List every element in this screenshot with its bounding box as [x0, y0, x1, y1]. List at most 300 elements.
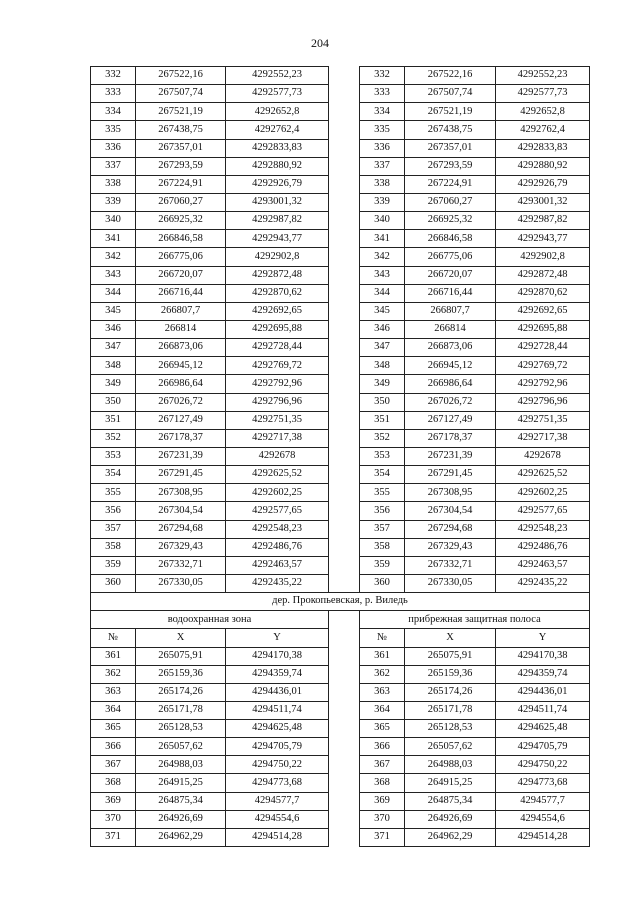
- x-coordinate: 267294,68: [136, 520, 226, 538]
- y-coordinate: 4292577,73: [496, 85, 590, 103]
- x-coordinate: 266814: [136, 320, 226, 338]
- column-gap: [329, 411, 360, 429]
- point-number: 354: [360, 466, 405, 484]
- table-row: [91, 157, 590, 175]
- y-coordinate: 4292902,8: [226, 248, 329, 266]
- point-number: 336: [360, 139, 405, 157]
- x-coordinate: 264962,29: [405, 828, 496, 846]
- x-coordinate: 264915,25: [136, 774, 226, 792]
- point-number: 349: [360, 375, 405, 393]
- y-coordinate: 4292552,23: [496, 67, 590, 85]
- column-gap: [329, 375, 360, 393]
- point-number: 370: [360, 810, 405, 828]
- column-gap: [329, 121, 360, 139]
- point-number: 369: [360, 792, 405, 810]
- point-number: 346: [91, 320, 136, 338]
- y-coordinate: 4292880,92: [496, 157, 590, 175]
- point-number: 347: [360, 339, 405, 357]
- column-gap: [329, 393, 360, 411]
- point-number: 351: [360, 411, 405, 429]
- point-number: 362: [360, 665, 405, 683]
- y-coordinate: 4294705,79: [496, 738, 590, 756]
- table-row: [91, 375, 590, 393]
- x-coordinate: 264915,25: [405, 774, 496, 792]
- point-number: 352: [360, 429, 405, 447]
- x-coordinate: 266986,64: [405, 375, 496, 393]
- table-row: [91, 556, 590, 574]
- y-coordinate: 4292751,35: [226, 411, 329, 429]
- column-gap: [329, 647, 360, 665]
- point-number: 355: [360, 484, 405, 502]
- point-number: 332: [360, 67, 405, 85]
- point-number: 351: [91, 411, 136, 429]
- point-number: 364: [360, 701, 405, 719]
- point-number: 354: [91, 466, 136, 484]
- point-number: 337: [91, 157, 136, 175]
- x-coordinate: 267329,43: [136, 538, 226, 556]
- x-coordinate: 267293,59: [405, 157, 496, 175]
- point-number: 371: [360, 828, 405, 846]
- x-coordinate: 267308,95: [136, 484, 226, 502]
- column-gap: [329, 574, 360, 592]
- point-number: 360: [91, 574, 136, 592]
- point-number: 357: [360, 520, 405, 538]
- y-coordinate: 4292769,72: [226, 357, 329, 375]
- column-gap: [329, 139, 360, 157]
- x-coordinate: 266775,06: [136, 248, 226, 266]
- point-number: 361: [360, 647, 405, 665]
- point-number: 355: [91, 484, 136, 502]
- x-coordinate: 267308,95: [405, 484, 496, 502]
- y-coordinate: 4292792,96: [226, 375, 329, 393]
- point-number: 365: [360, 720, 405, 738]
- y-coordinate: 4294773,68: [226, 774, 329, 792]
- x-coordinate: 265075,91: [136, 647, 226, 665]
- table-row: [91, 284, 590, 302]
- column-gap: [329, 320, 360, 338]
- point-number: 335: [91, 121, 136, 139]
- column-gap: [329, 792, 360, 810]
- table-row: [91, 212, 590, 230]
- x-coordinate: 264875,34: [405, 792, 496, 810]
- x-coordinate: 266873,06: [405, 339, 496, 357]
- y-coordinate: 4292926,79: [226, 175, 329, 193]
- y-coordinate: 4292728,44: [496, 339, 590, 357]
- table-row: [91, 266, 590, 284]
- table-row: [91, 484, 590, 502]
- point-number: 352: [91, 429, 136, 447]
- column-gap: [329, 284, 360, 302]
- point-number: 340: [360, 212, 405, 230]
- point-number: 366: [91, 738, 136, 756]
- y-coordinate: 4294773,68: [496, 774, 590, 792]
- point-number: 360: [360, 574, 405, 592]
- page-number: 204: [311, 36, 329, 50]
- x-coordinate: 267231,39: [405, 447, 496, 465]
- column-gap: [329, 357, 360, 375]
- y-coordinate: 4292692,65: [226, 302, 329, 320]
- y-coordinate: 4292463,57: [226, 556, 329, 574]
- column-gap: [329, 701, 360, 719]
- point-number: 370: [91, 810, 136, 828]
- table-row: [91, 738, 590, 756]
- x-coordinate: 267127,49: [405, 411, 496, 429]
- y-coordinate: 4294750,22: [226, 756, 329, 774]
- point-number: 368: [360, 774, 405, 792]
- y-coordinate: 4292602,25: [496, 484, 590, 502]
- table-row: [91, 756, 590, 774]
- column-gap: [329, 103, 360, 121]
- column-gap: [329, 538, 360, 556]
- column-gap: [329, 611, 360, 629]
- table-row: [91, 230, 590, 248]
- table-row: [91, 103, 590, 121]
- point-number: 334: [360, 103, 405, 121]
- x-coordinate: 266945,12: [405, 357, 496, 375]
- y-coordinate: 4294511,74: [226, 701, 329, 719]
- point-number: 336: [91, 139, 136, 157]
- column-gap: [329, 339, 360, 357]
- x-coordinate: 266814: [405, 320, 496, 338]
- y-coordinate: 4292870,62: [226, 284, 329, 302]
- x-coordinate: 264962,29: [136, 828, 226, 846]
- column-gap: [329, 720, 360, 738]
- point-number: 342: [91, 248, 136, 266]
- table-row: [91, 393, 590, 411]
- x-coordinate: 267127,49: [136, 411, 226, 429]
- y-coordinate: 4292943,77: [496, 230, 590, 248]
- table-row: [91, 302, 590, 320]
- column-header-y: Y: [496, 629, 590, 647]
- point-number: 363: [91, 683, 136, 701]
- y-coordinate: 4292717,38: [226, 429, 329, 447]
- point-number: 346: [360, 320, 405, 338]
- table-row: [91, 429, 590, 447]
- point-number: 367: [91, 756, 136, 774]
- y-coordinate: 4292943,77: [226, 230, 329, 248]
- x-coordinate: 264988,03: [405, 756, 496, 774]
- y-coordinate: 4292577,73: [226, 85, 329, 103]
- point-number: 362: [91, 665, 136, 683]
- table-row: [91, 339, 590, 357]
- table-row: [91, 810, 590, 828]
- point-number: 368: [91, 774, 136, 792]
- y-coordinate: 4292792,96: [496, 375, 590, 393]
- y-coordinate: 4294359,74: [496, 665, 590, 683]
- x-coordinate: 265159,36: [136, 665, 226, 683]
- right-section-header: прибрежная защитная полоса: [360, 611, 590, 629]
- x-coordinate: 267026,72: [405, 393, 496, 411]
- column-header-number: №: [91, 629, 136, 647]
- coordinates-table: [90, 66, 590, 847]
- table-row: [91, 320, 590, 338]
- point-number: 345: [360, 302, 405, 320]
- x-coordinate: 267304,54: [405, 502, 496, 520]
- x-coordinate: 266986,64: [136, 375, 226, 393]
- x-coordinate: 264926,69: [136, 810, 226, 828]
- y-coordinate: 4292870,62: [496, 284, 590, 302]
- y-coordinate: 4292796,96: [496, 393, 590, 411]
- point-number: 350: [360, 393, 405, 411]
- x-coordinate: 267507,74: [405, 85, 496, 103]
- y-coordinate: 4292902,8: [496, 248, 590, 266]
- point-number: 343: [91, 266, 136, 284]
- y-coordinate: 4292463,57: [496, 556, 590, 574]
- y-coordinate: 4292872,48: [226, 266, 329, 284]
- y-coordinate: 4292762,4: [226, 121, 329, 139]
- table-row: [91, 193, 590, 211]
- point-number: 353: [91, 447, 136, 465]
- column-gap: [329, 774, 360, 792]
- point-number: 356: [91, 502, 136, 520]
- y-coordinate: 4292678: [496, 447, 590, 465]
- y-coordinate: 4294625,48: [496, 720, 590, 738]
- point-number: 367: [360, 756, 405, 774]
- y-coordinate: 4294625,48: [226, 720, 329, 738]
- point-number: 344: [91, 284, 136, 302]
- table-row: [91, 248, 590, 266]
- x-coordinate: 265075,91: [405, 647, 496, 665]
- y-coordinate: 4294170,38: [496, 647, 590, 665]
- point-number: 339: [91, 193, 136, 211]
- x-coordinate: 266716,44: [405, 284, 496, 302]
- table-row: [91, 411, 590, 429]
- y-coordinate: 4292486,76: [496, 538, 590, 556]
- column-gap: [329, 828, 360, 846]
- y-coordinate: 4292678: [226, 447, 329, 465]
- y-coordinate: 4292833,83: [226, 139, 329, 157]
- x-coordinate: 267332,71: [136, 556, 226, 574]
- column-header-number: №: [360, 629, 405, 647]
- x-coordinate: 267329,43: [405, 538, 496, 556]
- point-number: 361: [91, 647, 136, 665]
- x-coordinate: 267224,91: [136, 175, 226, 193]
- column-gap: [329, 738, 360, 756]
- x-coordinate: 266720,07: [136, 266, 226, 284]
- y-coordinate: 4292762,4: [496, 121, 590, 139]
- column-gap: [329, 502, 360, 520]
- x-coordinate: 265174,26: [136, 683, 226, 701]
- column-gap: [329, 429, 360, 447]
- point-number: 357: [91, 520, 136, 538]
- section-header: [91, 593, 590, 647]
- point-number: 359: [91, 556, 136, 574]
- y-coordinate: 4292625,52: [226, 466, 329, 484]
- x-coordinate: 267178,37: [136, 429, 226, 447]
- x-coordinate: 266807,7: [405, 302, 496, 320]
- table-row: [91, 121, 590, 139]
- column-gap: [329, 266, 360, 284]
- column-gap: [329, 67, 360, 85]
- x-coordinate: 267357,01: [405, 139, 496, 157]
- table-row: [91, 683, 590, 701]
- y-coordinate: 4294705,79: [226, 738, 329, 756]
- point-number: 341: [360, 230, 405, 248]
- table-row: [91, 538, 590, 556]
- point-number: 349: [91, 375, 136, 393]
- table-row: [91, 175, 590, 193]
- point-number: 366: [360, 738, 405, 756]
- section-title: дер. Прокопьевская, р. Виледь: [91, 593, 590, 611]
- y-coordinate: 4292548,23: [496, 520, 590, 538]
- y-coordinate: 4294514,28: [496, 828, 590, 846]
- x-coordinate: 267231,39: [136, 447, 226, 465]
- column-header-x: X: [405, 629, 496, 647]
- x-coordinate: 266775,06: [405, 248, 496, 266]
- x-coordinate: 267291,45: [136, 466, 226, 484]
- y-coordinate: 4292435,22: [496, 574, 590, 592]
- table-row: [91, 520, 590, 538]
- point-number: 333: [360, 85, 405, 103]
- y-coordinate: 4292695,88: [496, 320, 590, 338]
- y-coordinate: 4292926,79: [496, 175, 590, 193]
- point-number: 337: [360, 157, 405, 175]
- x-coordinate: 267178,37: [405, 429, 496, 447]
- y-coordinate: 4292717,38: [496, 429, 590, 447]
- y-coordinate: 4294170,38: [226, 647, 329, 665]
- x-coordinate: 267357,01: [136, 139, 226, 157]
- y-coordinate: 4293001,32: [496, 193, 590, 211]
- point-number: 343: [360, 266, 405, 284]
- y-coordinate: 4292602,25: [226, 484, 329, 502]
- y-coordinate: 4294511,74: [496, 701, 590, 719]
- x-coordinate: 265128,53: [136, 720, 226, 738]
- column-header-y: Y: [226, 629, 329, 647]
- x-coordinate: 267330,05: [136, 574, 226, 592]
- column-gap: [329, 810, 360, 828]
- y-coordinate: 4292796,96: [226, 393, 329, 411]
- point-number: 350: [91, 393, 136, 411]
- column-gap: [329, 520, 360, 538]
- point-number: 364: [91, 701, 136, 719]
- column-gap: [329, 157, 360, 175]
- column-gap: [329, 484, 360, 502]
- x-coordinate: 265057,62: [136, 738, 226, 756]
- table-row: [91, 574, 590, 592]
- point-number: 348: [91, 357, 136, 375]
- x-coordinate: 265057,62: [405, 738, 496, 756]
- x-coordinate: 265171,78: [136, 701, 226, 719]
- point-number: 338: [360, 175, 405, 193]
- column-gap: [329, 756, 360, 774]
- x-coordinate: 266925,32: [136, 212, 226, 230]
- table-row: [91, 466, 590, 484]
- x-coordinate: 267507,74: [136, 85, 226, 103]
- x-coordinate: 266846,58: [136, 230, 226, 248]
- x-coordinate: 265159,36: [405, 665, 496, 683]
- y-coordinate: 4294577,7: [226, 792, 329, 810]
- table-row: [91, 67, 590, 85]
- x-coordinate: 267291,45: [405, 466, 496, 484]
- x-coordinate: 265128,53: [405, 720, 496, 738]
- y-coordinate: 4294359,74: [226, 665, 329, 683]
- y-coordinate: 4292695,88: [226, 320, 329, 338]
- column-gap: [329, 466, 360, 484]
- x-coordinate: 264926,69: [405, 810, 496, 828]
- y-coordinate: 4292625,52: [496, 466, 590, 484]
- y-coordinate: 4294514,28: [226, 828, 329, 846]
- y-coordinate: 4292552,23: [226, 67, 329, 85]
- point-number: 342: [360, 248, 405, 266]
- point-number: 341: [91, 230, 136, 248]
- point-number: 345: [91, 302, 136, 320]
- y-coordinate: 4292548,23: [226, 520, 329, 538]
- point-number: 358: [360, 538, 405, 556]
- point-number: 338: [91, 175, 136, 193]
- x-coordinate: 267522,16: [405, 67, 496, 85]
- x-coordinate: 267332,71: [405, 556, 496, 574]
- x-coordinate: 264988,03: [136, 756, 226, 774]
- y-coordinate: 4292486,76: [226, 538, 329, 556]
- point-number: 344: [360, 284, 405, 302]
- table-row: [91, 665, 590, 683]
- column-gap: [329, 85, 360, 103]
- column-header-x: X: [136, 629, 226, 647]
- column-gap: [329, 212, 360, 230]
- table-row: [91, 720, 590, 738]
- table-row: [91, 502, 590, 520]
- column-gap: [329, 665, 360, 683]
- x-coordinate: 267293,59: [136, 157, 226, 175]
- x-coordinate: 266846,58: [405, 230, 496, 248]
- point-number: 363: [360, 683, 405, 701]
- y-coordinate: 4294436,01: [226, 683, 329, 701]
- y-coordinate: 4292872,48: [496, 266, 590, 284]
- column-gap: [329, 193, 360, 211]
- y-coordinate: 4292751,35: [496, 411, 590, 429]
- y-coordinate: 4292692,65: [496, 302, 590, 320]
- x-coordinate: 267438,75: [405, 121, 496, 139]
- column-gap: [329, 230, 360, 248]
- y-coordinate: 4294436,01: [496, 683, 590, 701]
- point-number: 353: [360, 447, 405, 465]
- table-row: [91, 85, 590, 103]
- x-coordinate: 267304,54: [136, 502, 226, 520]
- x-coordinate: 267521,19: [136, 103, 226, 121]
- table-row: [91, 447, 590, 465]
- point-number: 369: [91, 792, 136, 810]
- point-number: 332: [91, 67, 136, 85]
- x-coordinate: 267294,68: [405, 520, 496, 538]
- x-coordinate: 266925,32: [405, 212, 496, 230]
- x-coordinate: 266720,07: [405, 266, 496, 284]
- x-coordinate: 266807,7: [136, 302, 226, 320]
- point-number: 365: [91, 720, 136, 738]
- y-coordinate: 4292652,8: [226, 103, 329, 121]
- table-row: [91, 774, 590, 792]
- y-coordinate: 4292769,72: [496, 357, 590, 375]
- x-coordinate: 266873,06: [136, 339, 226, 357]
- column-gap: [329, 175, 360, 193]
- x-coordinate: 267521,19: [405, 103, 496, 121]
- x-coordinate: 265174,26: [405, 683, 496, 701]
- point-number: 339: [360, 193, 405, 211]
- point-number: 333: [91, 85, 136, 103]
- column-gap: [329, 629, 360, 647]
- table-row: [91, 647, 590, 665]
- x-coordinate: 266716,44: [136, 284, 226, 302]
- column-gap: [329, 556, 360, 574]
- table-row: [91, 357, 590, 375]
- y-coordinate: 4292728,44: [226, 339, 329, 357]
- table-row: [91, 139, 590, 157]
- x-coordinate: 267060,27: [405, 193, 496, 211]
- y-coordinate: 4292987,82: [496, 212, 590, 230]
- coordinates-block-2: [91, 647, 590, 847]
- y-coordinate: 4292987,82: [226, 212, 329, 230]
- y-coordinate: 4294750,22: [496, 756, 590, 774]
- x-coordinate: 267438,75: [136, 121, 226, 139]
